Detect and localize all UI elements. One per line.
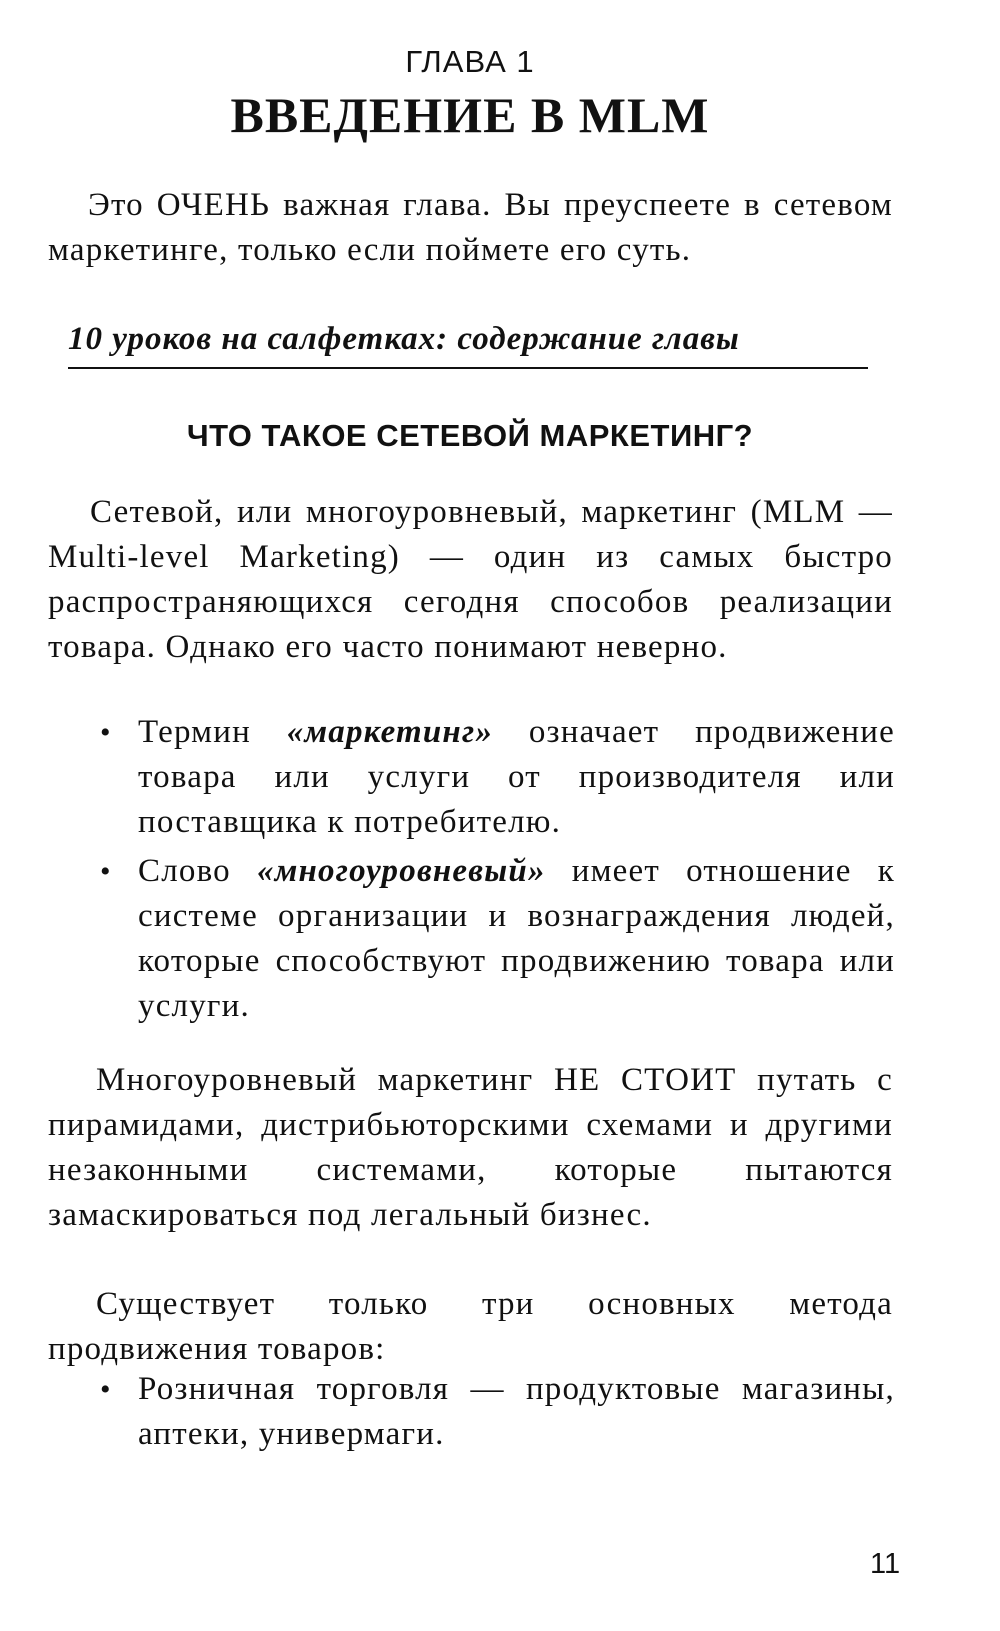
contents-heading: 10 уроков на салфетках: содержание главы [68,317,868,369]
bullet-icon: • [100,1373,112,1406]
bullet-icon: • [100,716,112,749]
term-marketing: «маркетинг» [286,714,494,750]
chapter-title: ВВЕДЕНИЕ В MLM [230,87,710,143]
list-item-text-after: имеет отношение к системе организации и вознаграждения людей, которые способствуют продвижению товара или услуги. [138,853,895,1024]
list-item-text-before: Термин [138,714,287,750]
definition-list [100,710,895,1033]
list-item-retail [100,1367,895,1457]
chapter-label: ГЛАВА 1 [405,44,535,79]
warning-paragraph: Многоуровневый маркетинг НЕ СТОИТ путать с пирамидами, дистрибьюторскими схемами и другими незаконными системами, которые пытаются замаскироваться под легальный бизнес. [48,1062,893,1233]
list-item-multilevel [100,849,895,1029]
list-item-text: Розничная торговля — продуктовые магазины, аптеки, универмаги. [138,1371,895,1452]
methods-paragraph: Существует только три основных метода продвижения товаров: [48,1286,893,1367]
list-item-text-before: Слово [138,853,257,889]
methods-list [100,1367,895,1461]
bullet-icon: • [100,855,112,888]
intro-paragraph: Это ОЧЕНЬ важная глава. Вы преуспеете в сетевом маркетинге, только если поймете его суть. [48,187,893,268]
term-multilevel: «многоуровневый» [257,853,546,889]
section-heading: ЧТО ТАКОЕ СЕТЕВОЙ МАРКЕТИНГ? [186,418,754,453]
page-number: 11 [870,1548,901,1580]
list-item-marketing [100,710,895,845]
definition-paragraph: Сетевой, или многоуровневый, маркетинг (MLM — Multi-level Marketing) — один из самых быстро распространяющихся сегодня способов реализации товара. Однако его часто понимают неверно. [48,494,893,665]
list-item-text-after: означает продвижение товара или услуги от производителя или поставщика к потребителю. [138,714,895,840]
